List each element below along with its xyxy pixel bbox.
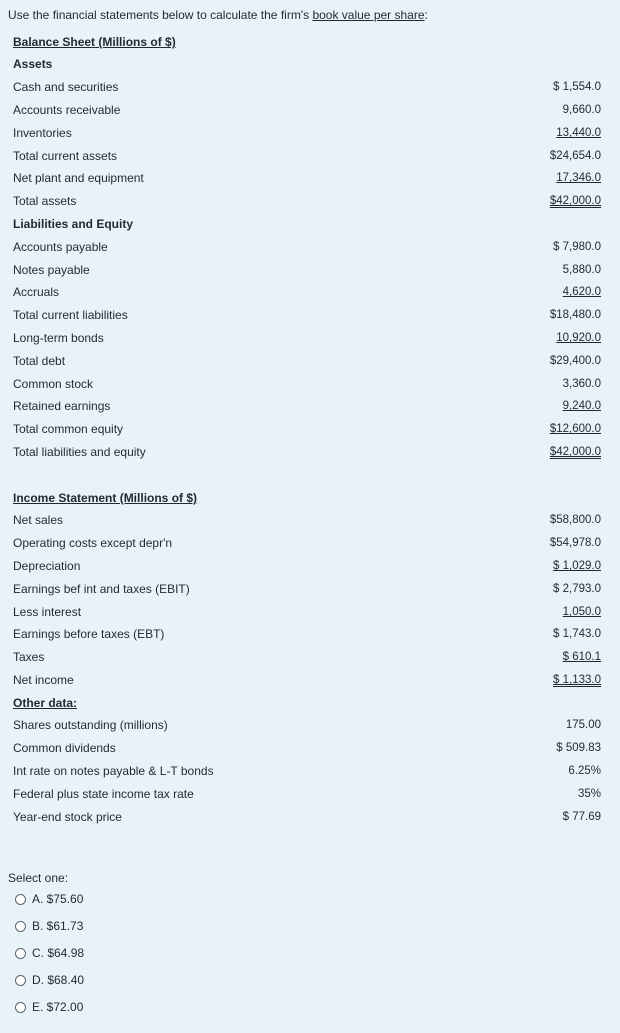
row-label: Accruals [13, 285, 60, 299]
table-row [13, 170, 601, 186]
table-row [13, 512, 601, 528]
income-statement-title-row [13, 490, 601, 506]
row-value: 175.00 [565, 719, 601, 731]
row-value: $ 509.83 [556, 742, 601, 754]
radio-button[interactable] [15, 894, 26, 905]
table-row [13, 239, 601, 255]
table-row [13, 535, 601, 551]
row-label: Shares outstanding (millions) [13, 718, 168, 732]
table-row [13, 763, 601, 779]
table-row [13, 262, 601, 278]
row-label: Retained earnings [13, 399, 111, 413]
radio-button[interactable] [15, 948, 26, 959]
row-value: $ 2,793.0 [553, 583, 601, 595]
table-row [13, 398, 601, 414]
table-row [13, 626, 601, 642]
row-label: Earnings before taxes (EBT) [13, 627, 165, 641]
table-row [13, 444, 601, 460]
row-label: Net income [13, 673, 74, 687]
assets-heading: Assets [13, 57, 53, 71]
table-row [13, 376, 601, 392]
table-row [13, 102, 601, 118]
row-value: $ 1,554.0 [553, 81, 601, 93]
balance-sheet-title-row [13, 34, 601, 50]
table-row [13, 809, 601, 825]
liabilities-heading-row [13, 216, 601, 232]
row-label: Common stock [13, 377, 94, 391]
row-label: Net sales [13, 513, 64, 527]
row-value: 9,660.0 [562, 104, 601, 116]
table-row [13, 786, 601, 802]
row-label: Notes payable [13, 263, 90, 277]
row-label: Less interest [13, 605, 82, 619]
row-value: $58,800.0 [549, 514, 601, 526]
row-value: 10,920.0 [556, 332, 601, 344]
option-label[interactable]: D. $68.40 [32, 973, 85, 987]
row-value: 9,240.0 [562, 400, 601, 412]
table-row [13, 421, 601, 437]
table-row [13, 717, 601, 733]
table-row [13, 558, 601, 574]
table-row [13, 79, 601, 95]
row-value: 4,620.0 [562, 286, 601, 298]
row-label: Int rate on notes payable & L-T bonds [13, 764, 214, 778]
table-row [13, 125, 601, 141]
row-value: 35% [577, 788, 601, 800]
row-value: $ 1,743.0 [553, 628, 601, 640]
table-row [13, 740, 601, 756]
table-row [13, 581, 601, 597]
other-data-title-row [13, 695, 601, 711]
row-value: $12,600.0 [549, 423, 601, 435]
row-value: $42,000.0 [549, 446, 601, 458]
table-row [13, 148, 601, 164]
row-label: Taxes [13, 650, 45, 664]
answer-option-a[interactable] [15, 891, 83, 907]
question-text [8, 8, 428, 22]
row-label: Cash and securities [13, 80, 119, 94]
radio-button[interactable] [15, 1002, 26, 1013]
row-label: Federal plus state income tax rate [13, 787, 194, 801]
select-one-prompt: Select one: [8, 871, 69, 885]
question-key-term: book value per share [312, 8, 425, 22]
assets-heading-row [13, 56, 601, 72]
row-value: 5,880.0 [562, 264, 601, 276]
row-label: Total assets [13, 194, 77, 208]
row-value: $ 1,133.0 [553, 674, 601, 686]
row-label: Total liabilities and equity [13, 445, 146, 459]
radio-button[interactable] [15, 975, 26, 986]
table-row [13, 353, 601, 369]
row-label: Operating costs except depr'n [13, 536, 173, 550]
row-value: 13,440.0 [556, 127, 601, 139]
option-label[interactable]: E. $72.00 [32, 1000, 84, 1014]
row-value: $ 610.1 [562, 651, 601, 663]
row-label: Accounts payable [13, 240, 108, 254]
table-row [13, 193, 601, 209]
row-label: Total debt [13, 354, 66, 368]
answer-option-d[interactable] [15, 972, 84, 988]
answer-option-b[interactable] [15, 918, 83, 934]
row-value: $ 7,980.0 [553, 241, 601, 253]
table-row [13, 284, 601, 300]
row-label: Year-end stock price [13, 810, 122, 824]
row-label: Total common equity [13, 422, 124, 436]
income-statement-title: Income Statement (Millions of $) [13, 491, 198, 505]
row-value: 17,346.0 [556, 172, 601, 184]
table-row [13, 672, 601, 688]
row-label: Common dividends [13, 741, 116, 755]
table-row [13, 330, 601, 346]
table-row [13, 307, 601, 323]
row-value: 1,050.0 [562, 606, 601, 618]
row-label: Earnings bef int and taxes (EBIT) [13, 582, 190, 596]
option-label[interactable]: C. $64.98 [32, 946, 85, 960]
row-label: Long-term bonds [13, 331, 104, 345]
option-label[interactable]: A. $75.60 [32, 892, 84, 906]
question-suffix: : [424, 8, 428, 22]
row-label: Total current assets [13, 149, 118, 163]
row-value: $18,480.0 [549, 309, 601, 321]
row-value: 6.25% [568, 765, 601, 777]
row-value: $54,978.0 [549, 537, 601, 549]
row-value: $ 77.69 [562, 811, 601, 823]
radio-button[interactable] [15, 921, 26, 932]
row-label: Total current liabilities [13, 308, 128, 322]
table-row [13, 604, 601, 620]
row-label: Accounts receivable [13, 103, 121, 117]
other-data-title: Other data: [13, 696, 78, 710]
option-label[interactable]: B. $61.73 [32, 919, 84, 933]
row-value: $29,400.0 [549, 355, 601, 367]
row-label: Inventories [13, 126, 72, 140]
table-row [13, 649, 601, 665]
row-label: Net plant and equipment [13, 171, 144, 185]
balance-sheet-title: Balance Sheet (Millions of $) [13, 35, 176, 49]
row-value: 3,360.0 [562, 378, 601, 390]
row-label: Depreciation [13, 559, 81, 573]
row-value: $24,654.0 [549, 150, 601, 162]
answer-option-e[interactable] [15, 999, 83, 1015]
answer-option-c[interactable] [15, 945, 84, 961]
question-prefix: Use the financial statements below to calculate the firm's [8, 8, 313, 22]
row-value: $42,000.0 [549, 195, 601, 207]
liabilities-heading: Liabilities and Equity [13, 217, 134, 231]
row-value: $ 1,029.0 [553, 560, 601, 572]
